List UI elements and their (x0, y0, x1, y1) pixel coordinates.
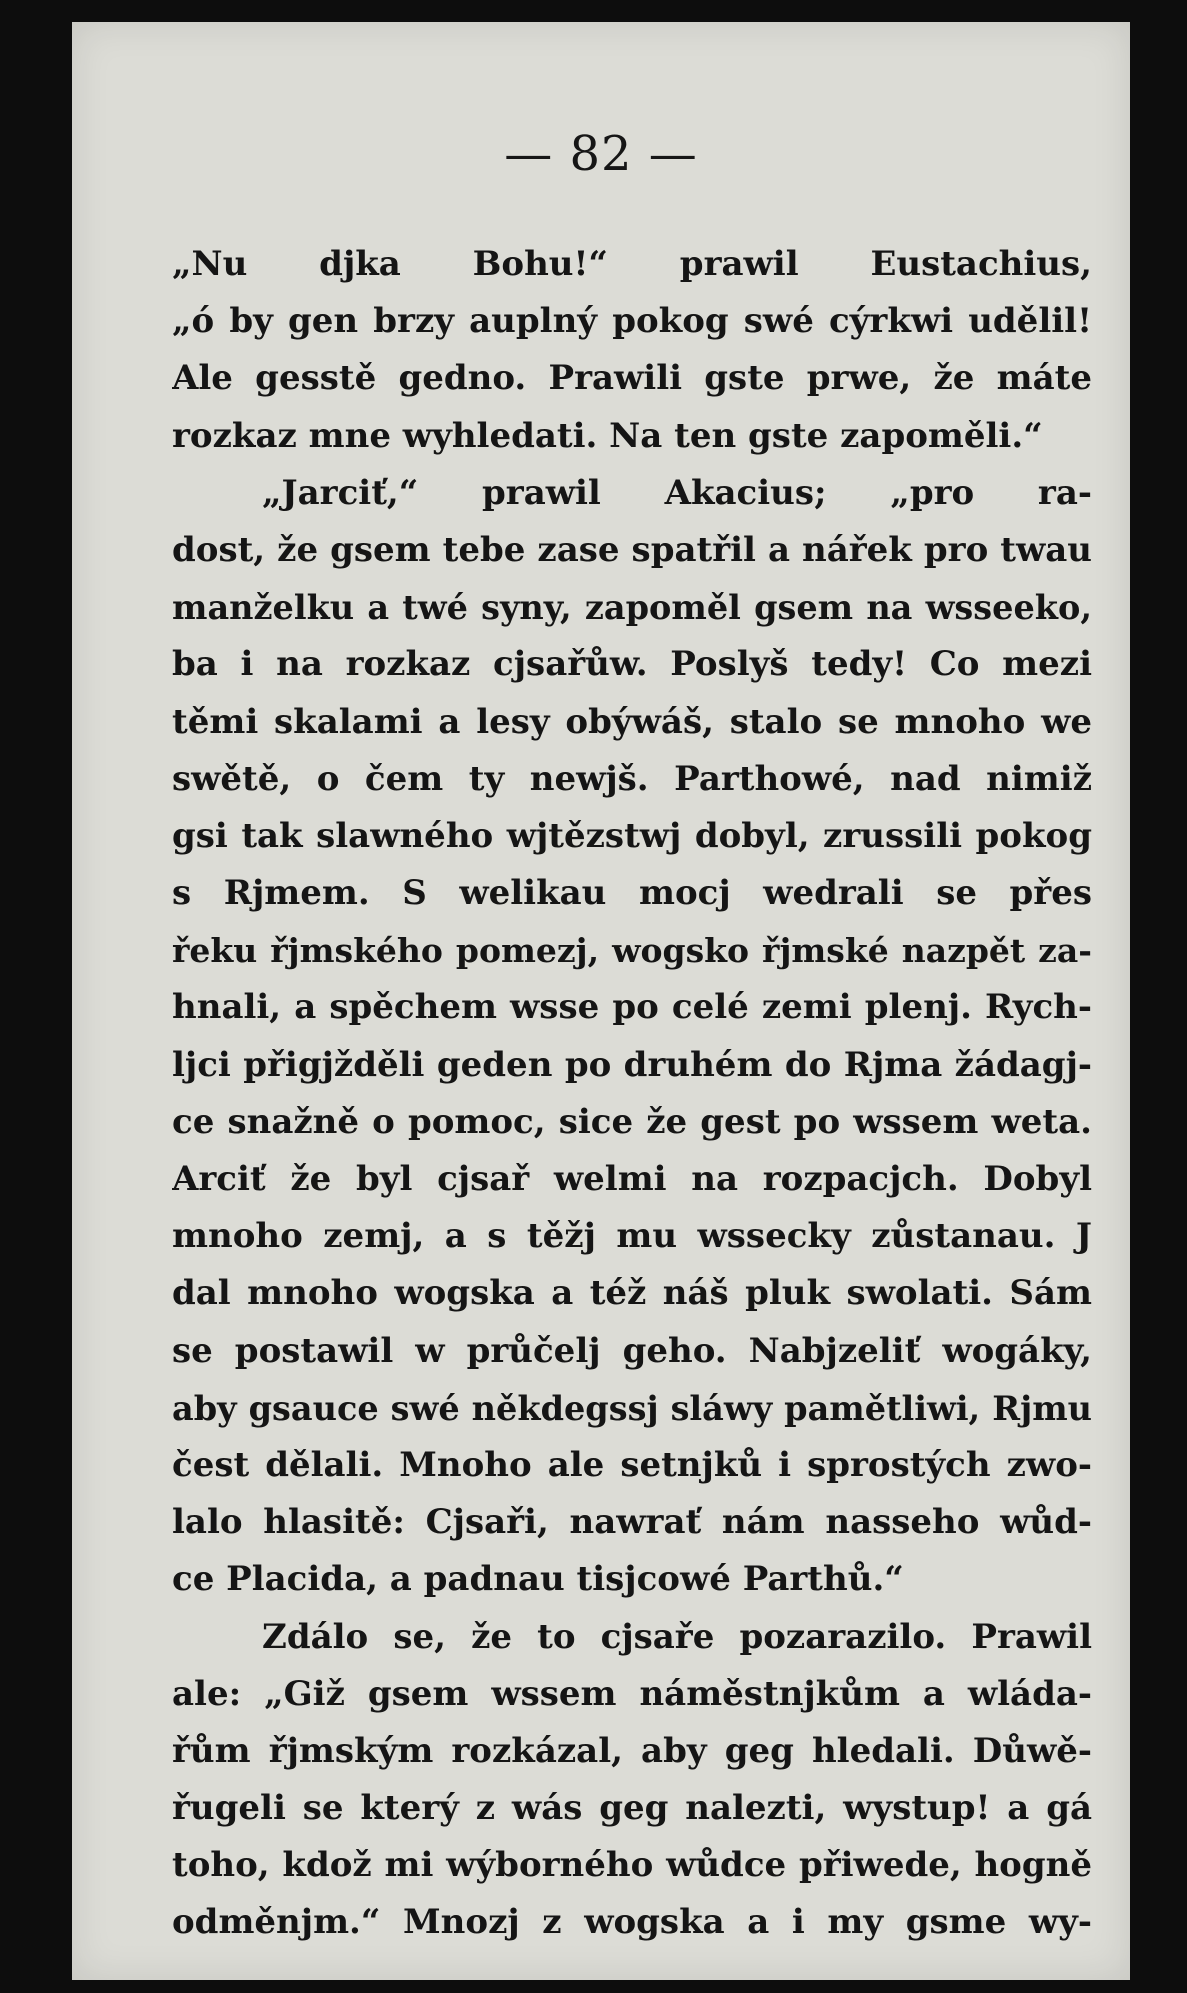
text-line: ale: „Giž gsem wssem náměstnjkům a wláda- (172, 1673, 1092, 1714)
text-line: Arciť že byl cjsař welmi na rozpacjch. Dobyl (172, 1159, 1092, 1199)
book-page (72, 22, 1130, 1980)
body-text (172, 236, 1092, 1952)
text-line: gsi tak slawného wjtězstwj dobyl, zrussili pokog (172, 815, 1092, 856)
text-line: rozkaz mne wyhledati. Na ten gste zapoměli.“ (172, 415, 1043, 456)
text-line: „Nu djka Bohu!“ prawil Eustachius, (172, 244, 1092, 284)
text-line: ba i na rozkaz cjsařůw. Poslyš tedy! Co mezi (172, 644, 1092, 685)
text-line: s Rjmem. S welikau mocj wedrali se přes (172, 873, 1092, 914)
text-line: těmi skalami a lesy obýwáš, stalo se mnoho we (172, 701, 1092, 742)
text-line: ce Placida, a padnau tisjcowé Parthů.“ (172, 1559, 904, 1600)
text-line: Ale gesstě gedno. Prawili gste prwe, že máte (172, 358, 1092, 399)
text-line: ljci přigjžděli geden po druhém do Rjma žádagj- (172, 1044, 1092, 1085)
text-line: lalo hlasitě: Cjsaři, nawrať nám nasseho wůd- (172, 1502, 1092, 1543)
text-line: ce snažně o pomoc, sice že gest po wssem weta. (172, 1101, 1092, 1142)
text-line: hnali, a spěchem wsse po celé zemi plenj. Rych- (172, 987, 1092, 1028)
text-line: řům řjmským rozkázal, aby geg hledali. Důwě- (172, 1730, 1092, 1771)
text-line: řugeli se který z wás geg nalezti, wystup! a gá (172, 1788, 1092, 1829)
text-line: „ó by gen brzy auplný pokog swé cýrkwi udělil! (172, 301, 1092, 342)
text-line: manželku a twé syny, zapoměl gsem na wsseeko, (172, 588, 1092, 628)
text-line: odměnjm.“ Mnozj z wogska a i my gsme wy- (172, 1902, 1092, 1943)
text-line: se postawil w průčelj geho. Nabjzeliť wogáky, (172, 1330, 1092, 1371)
text-line: swětě, o čem ty newjš. Parthowé, nad nimiž (172, 758, 1092, 799)
text-line: Zdálo se, že to cjsaře pozarazilo. Prawil (262, 1616, 1092, 1657)
text-line: toho, kdož mi wýborného wůdce přiwede, hogně (172, 1845, 1092, 1886)
text-line: mnoho zemj, a s těžj mu wssecky zůstanau. J (172, 1216, 1092, 1257)
text-line: dal mnoho wogska a též náš pluk swolati. Sám (172, 1273, 1092, 1314)
text-line: řeku řjmského pomezj, wogsko řjmské nazpět za- (172, 931, 1092, 971)
text-line: dost, že gsem tebe zase spatřil a nářek pro twau (172, 529, 1092, 570)
text-line: čest dělali. Mnoho ale setnjků i sprostých zwo- (172, 1444, 1092, 1485)
text-line: „Jarciť,“ prawil Akacius; „pro ra- (262, 472, 1092, 513)
text-line: aby gsauce swé někdegssj sláwy pamětliwi, Rjmu (172, 1388, 1092, 1428)
page-number: — 82 — (504, 126, 698, 182)
